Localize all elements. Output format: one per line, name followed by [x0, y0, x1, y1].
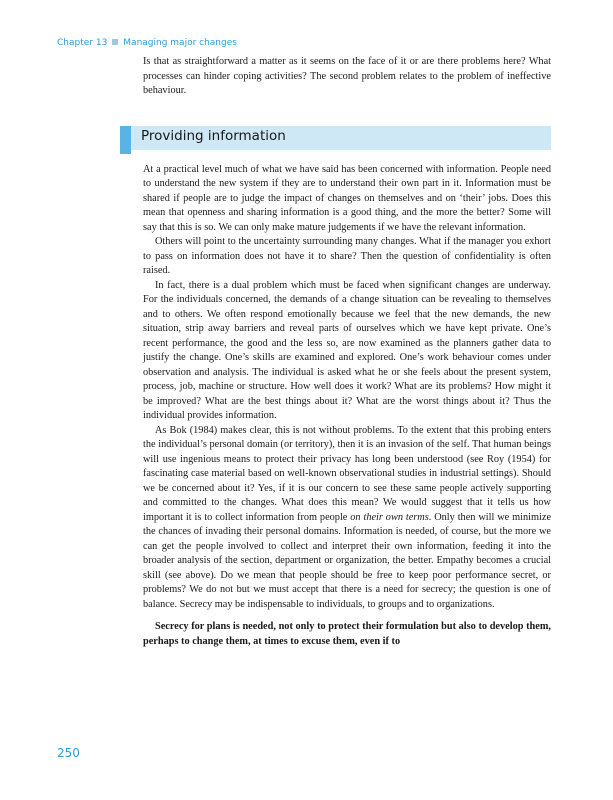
- page-body: [143, 55, 551, 649]
- section-heading: Providing information: [141, 127, 286, 144]
- heading-accent-bar: [120, 126, 131, 154]
- intro-paragraph: Is that as straightforward a matter as it seems on the face of it or are there problems here? What processes can hinder coping activities? The second problem relates to the problem of ineffective behaviour.: [143, 56, 551, 96]
- running-head: [57, 38, 237, 48]
- running-head-chapter: Chapter 13: [57, 38, 108, 48]
- bold-quote-paragraph: Secrecy for plans is needed, not only to protect their formulation but also to develop them, perhaps to change them, at times to excuse them, even if to: [143, 621, 551, 647]
- paragraph-3: In fact, there is a dual problem which must be faced when significant changes are underway. For the individuals concerned, the demands of a change situation can be revealing to themselves and to others. We often respond emotionally because we feel that the new demands, the new situation, strip away barriers and reveal parts of ourselves which we have kept private. One’s recent performance, the good and the less so, are now examined as the planners gather data to justify the change. One’s skills are examined and explored. One’s work behaviour comes under observation and analysis. The individual is asked what he or she feels about the present system, process, job, machine or structure. How well does it work? What are its problems? How might it be improved? What are the best things about it? What are the worst things about it? Thus the individual provides information.: [143, 279, 551, 421]
- running-head-title: Managing major changes: [123, 38, 237, 48]
- paragraph-2: Others will point to the uncertainty surrounding many changes. What if the manager you exhort to pass on information does not have it to share? Then the question of confidentiality is often raised.: [143, 236, 551, 276]
- section-heading-band: [120, 126, 551, 150]
- paragraph-1: At a practical level much of what we have said has been concerned with information. People need to understand the new system if they are to understand their own part in it. Information must be shared if people are to judge the impact of changes on themselves and on ‘their’ jobs. Does this mean that openness and sharing information is a good thing, and the more the better? Some will say that this is so. We can only make mature judgements if we have the relevant information.: [143, 163, 551, 233]
- paragraph-4-part-1: As Bok (1984) makes clear, this is not without problems. To the extent that this probing enters the individual’s personal domain (or territory), then it is an invasion of the self. That human beings will use ingenious means to protect their privacy has long been understood (see Roy (1954) for fascinating case material based on well-known observational studies in industrial settings). Should we be concerned about it? Yes, if it is our concern to see these same people actively supporting and committed to the changes. What does this mean? We would suggest that it tells us how important it is to collect information from people: [143, 424, 551, 523]
- paragraph-4: [143, 424, 551, 613]
- separator-square-icon: [112, 39, 118, 45]
- paragraph-4-emphasis: on their own terms: [350, 511, 429, 523]
- paragraph-4-part-2: . Only then will we minimize the chances of invading their personal domains. Information is needed, of course, but the more we can get the people involved to collect and interpret their own information, feeding it into the broader analysis of the section, department or organization, the better. Empathy becomes a crucial skill (see above). Do we mean that people should be free to keep poor performance secret, or problems? We do not but we must accept that there is a need for secrecy; the question is one of balance. Secrecy may be indispensable to individuals, to groups and to organizations.: [143, 511, 552, 610]
- page-number: 250: [57, 746, 80, 760]
